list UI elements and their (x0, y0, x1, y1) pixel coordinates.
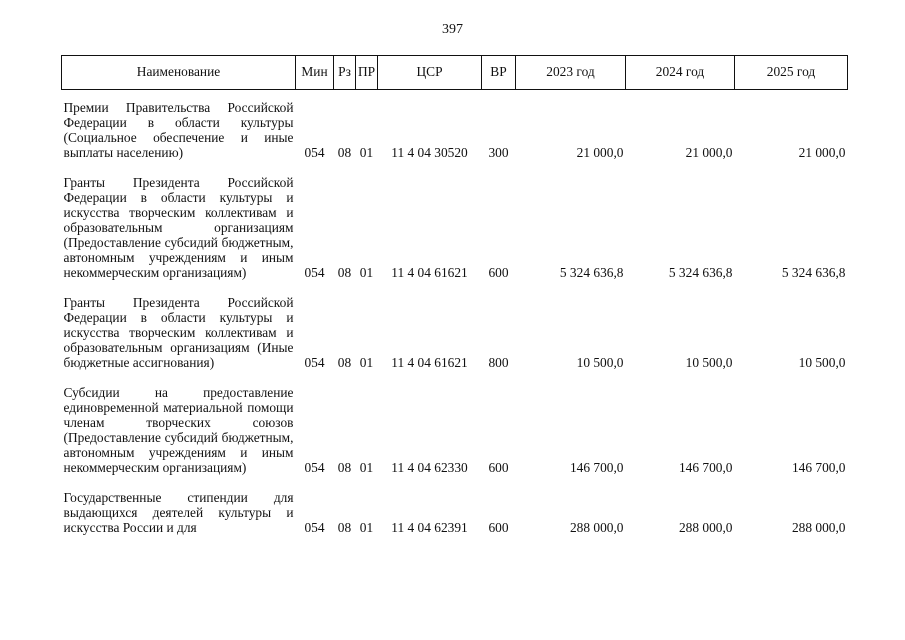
row-rz: 08 (337, 145, 352, 160)
row-name: Государственные стипендии для выдающихся деятелей культуры и искусства России и для (63, 490, 294, 535)
page-number: 397 (442, 22, 463, 37)
row-min: 054 (304, 265, 325, 280)
row-vr: 300 (488, 145, 509, 160)
row-csr: 11 4 04 61621 (391, 265, 468, 280)
row-2023: 10 500,0 (576, 355, 624, 370)
table-header-row (62, 56, 848, 90)
header-csr: ЦСР (378, 56, 482, 90)
row-2024: 10 500,0 (685, 355, 733, 370)
header-2023: 2023 год (516, 56, 626, 90)
row-2023: 288 000,0 (569, 520, 624, 535)
row-2025: 288 000,0 (791, 520, 846, 535)
row-pr: 01 (359, 520, 374, 535)
table-row (62, 289, 848, 379)
row-vr: 600 (488, 265, 509, 280)
row-vr: 600 (488, 460, 509, 475)
row-2024: 288 000,0 (678, 520, 733, 535)
header-2025: 2025 год (735, 56, 848, 90)
row-pr: 01 (359, 355, 374, 370)
header-min: Мин (296, 56, 334, 90)
row-csr: 11 4 04 62391 (391, 520, 468, 535)
row-rz: 08 (337, 460, 352, 475)
row-pr: 01 (359, 265, 374, 280)
row-min: 054 (304, 520, 325, 535)
row-min: 054 (304, 355, 325, 370)
row-2024: 5 324 636,8 (668, 265, 733, 280)
row-min: 054 (304, 460, 325, 475)
row-name: Премии Правительства Российской Федерации в области культуры (Социальное обеспечение и иные выплаты населению) (63, 100, 294, 160)
row-name: Гранты Президента Российской Федерации в области культуры и искусства творческим коллективам и образовательным организациям (Иные бюджетные ассигнования) (63, 295, 294, 370)
row-rz: 08 (337, 520, 352, 535)
row-2025: 5 324 636,8 (781, 265, 846, 280)
row-2023: 21 000,0 (576, 145, 624, 160)
table-row (62, 484, 848, 537)
row-min: 054 (304, 145, 325, 160)
row-2024: 21 000,0 (685, 145, 733, 160)
table-row (62, 169, 848, 289)
row-pr: 01 (359, 460, 374, 475)
budget-table (61, 55, 848, 537)
row-csr: 11 4 04 30520 (391, 145, 468, 160)
row-2023: 5 324 636,8 (559, 265, 624, 280)
row-2025: 21 000,0 (798, 145, 846, 160)
header-name: Наименование (62, 56, 296, 90)
row-csr: 11 4 04 61621 (391, 355, 468, 370)
row-2024: 146 700,0 (678, 460, 733, 475)
row-2023: 146 700,0 (569, 460, 624, 475)
row-pr: 01 (359, 145, 374, 160)
table-row (62, 90, 848, 170)
header-2024: 2024 год (626, 56, 735, 90)
header-pr: ПР (356, 56, 378, 90)
row-name: Гранты Президента Российской Федерации в области культуры и искусства творческим коллективам и образовательным организациям (Предоставление субсидий бюджетным, автономным учреждениям и иным некоммерческим организациям) (63, 175, 294, 280)
row-2025: 146 700,0 (791, 460, 846, 475)
header-vr: ВР (482, 56, 516, 90)
row-name: Субсидии на предоставление единовременной материальной помощи членам творческих союзов (Предоставление субсидий бюджетным, автономным учреждениям и иным некоммерческим организациям) (63, 385, 294, 475)
table-row (62, 379, 848, 484)
row-2025: 10 500,0 (798, 355, 846, 370)
row-vr: 600 (488, 520, 509, 535)
row-rz: 08 (337, 265, 352, 280)
row-rz: 08 (337, 355, 352, 370)
row-vr: 800 (488, 355, 509, 370)
row-csr: 11 4 04 62330 (391, 460, 468, 475)
header-rz: Рз (334, 56, 356, 90)
